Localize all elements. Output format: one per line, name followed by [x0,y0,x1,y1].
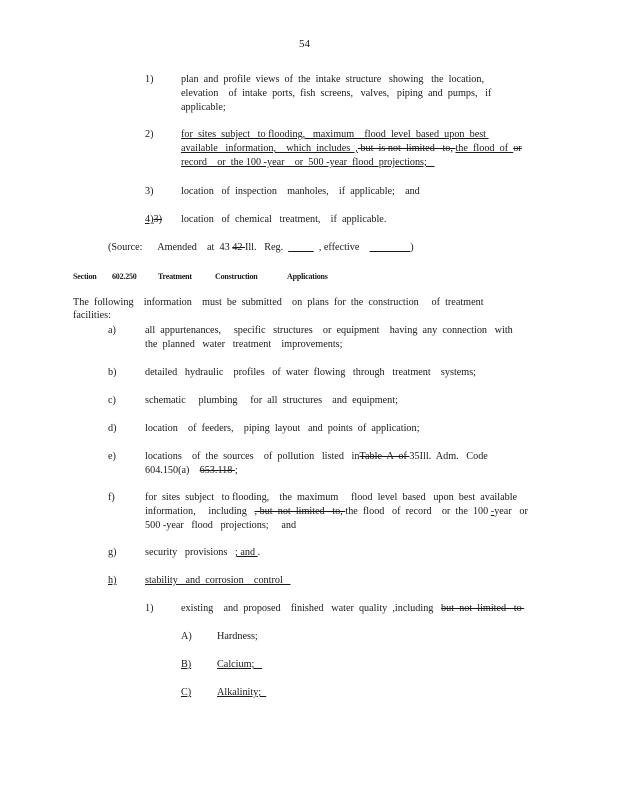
section-title-word-2: Construction [215,272,258,281]
item-number: 3) [145,186,154,197]
list-item-text: security provisions [145,547,235,558]
list-letter: d) [108,423,117,434]
list-item-text: the planned water treatment improvements; [145,339,343,350]
list-letter: g) [108,547,117,558]
top-item-line [181,185,420,199]
page-number: 54 [299,38,310,50]
sub-label: Calcium; [217,659,262,670]
list-letter: b) [108,367,117,378]
list-letter: h) [108,575,117,586]
top-item-text: the flood of [455,143,514,154]
section-number: 602.250 [112,272,137,281]
item-number: 1) [145,74,154,85]
source-text: , effective [313,242,370,253]
list-item-line [145,546,260,560]
list-item-text: . [257,547,261,558]
list-item-text: schematic plumbing for all structures and equipment; [145,395,398,406]
source-text: (Source: Amended at 43 [108,242,233,253]
list-item-text: , but not limited to, [254,506,346,517]
list-letter: f) [108,492,115,503]
list-item-text: information, including [145,506,255,517]
sub-item-text [181,602,524,616]
list-item-text: 604.150(a) [145,465,200,476]
top-item-text: available information, which includes , [181,143,358,154]
top-item-line [181,101,226,115]
list-item-line [145,338,342,352]
list-item-text: stability and corrosion control [145,575,291,586]
list-item-text: for sites subject to flooding, the maximum flood level based upon best available [145,492,518,503]
list-item-line [145,450,488,464]
list-item-text: 500 -year flood projections; and [145,520,297,531]
top-item-line [181,213,386,227]
list-item-text: 653.118 [199,465,235,476]
top-item-line [181,142,522,156]
list-item-text: - [490,506,495,517]
top-item-line [181,87,491,101]
top-item-text: or [513,143,522,154]
source-text: 42 [232,242,245,253]
list-item-line [145,505,528,519]
top-item-text: plan and profile views of the intake structure showing the location, [181,74,485,85]
top-item-text: record or the 100 -year or 500 -year flood projections; [181,157,435,168]
top-item-text: location of inspection manholes, if applicable; and [181,186,420,197]
top-item-line [181,156,434,170]
list-item-text: detailed hydraulic profiles of water flowing through treatment systems; [145,367,477,378]
section-title-word-1: Treatment [158,272,192,281]
list-item-line [145,574,290,588]
list-letter: c) [108,395,116,406]
intro-line-2: facilities: [73,310,111,321]
source-text [288,242,313,253]
list-item-line [145,464,238,478]
section-label: Section [73,272,97,281]
list-item-text: all appurtenances, specific structures or equipment having any connection with [145,325,513,336]
sub-label: Hardness; [217,631,258,642]
source-text [370,242,414,253]
list-item-text: the flood of record or the 100 [345,506,491,517]
item-number-part: 3) [153,214,162,225]
list-letter: e) [108,451,116,462]
item-number [145,213,162,227]
sub-label: Alkalinity; [217,687,267,698]
list-item-text: Table A of [359,451,410,462]
sub-item-number: 1) [145,603,154,614]
top-item-text: elevation of intake ports, fish screens, valves, piping and pumps, if [181,88,492,99]
top-item-text: location of chemical treatment, if applicable. [181,214,387,225]
sub-letter: C) [181,687,192,698]
list-item-text: location of feeders, piping layout and points of application; [145,423,420,434]
sub-item-text-part: but not limited to [441,603,525,614]
list-item-text: locations of the sources of pollution listed in [145,451,360,462]
sub-letter: B) [181,659,192,670]
list-item-text: ; [234,465,238,476]
top-item-line [181,73,484,87]
list-item-line [145,422,419,436]
list-item-line [145,394,398,408]
top-item-text: applicable; [181,102,226,113]
top-item-line [181,128,489,142]
sub-item-text-part: existing and proposed finished water quality ,including [181,603,442,614]
sub-letter: A) [181,631,192,642]
item-number-part: 4) [145,214,154,225]
source-text: Ill. Reg. [244,242,289,253]
list-item-text: year or [494,506,528,517]
top-item-text: for sites subject to flooding, maximum flood level based upon best [181,129,489,140]
section-title-word-3: Applications [287,272,328,281]
list-item-text: 35Ill. Adm. Code [409,451,488,462]
intro-line-1: The following information must be submitted on plans for the construction of treatment [73,297,484,308]
list-letter: a) [108,325,116,336]
source-note [108,241,414,255]
list-item-line [145,519,296,533]
item-number: 2) [145,129,154,140]
list-item-text: ; and [234,547,258,558]
list-item-line [145,324,513,338]
top-item-text: but is not limited to, [357,143,456,154]
list-item-line [145,491,517,505]
source-text: ) [410,242,414,253]
list-item-line [145,366,476,380]
